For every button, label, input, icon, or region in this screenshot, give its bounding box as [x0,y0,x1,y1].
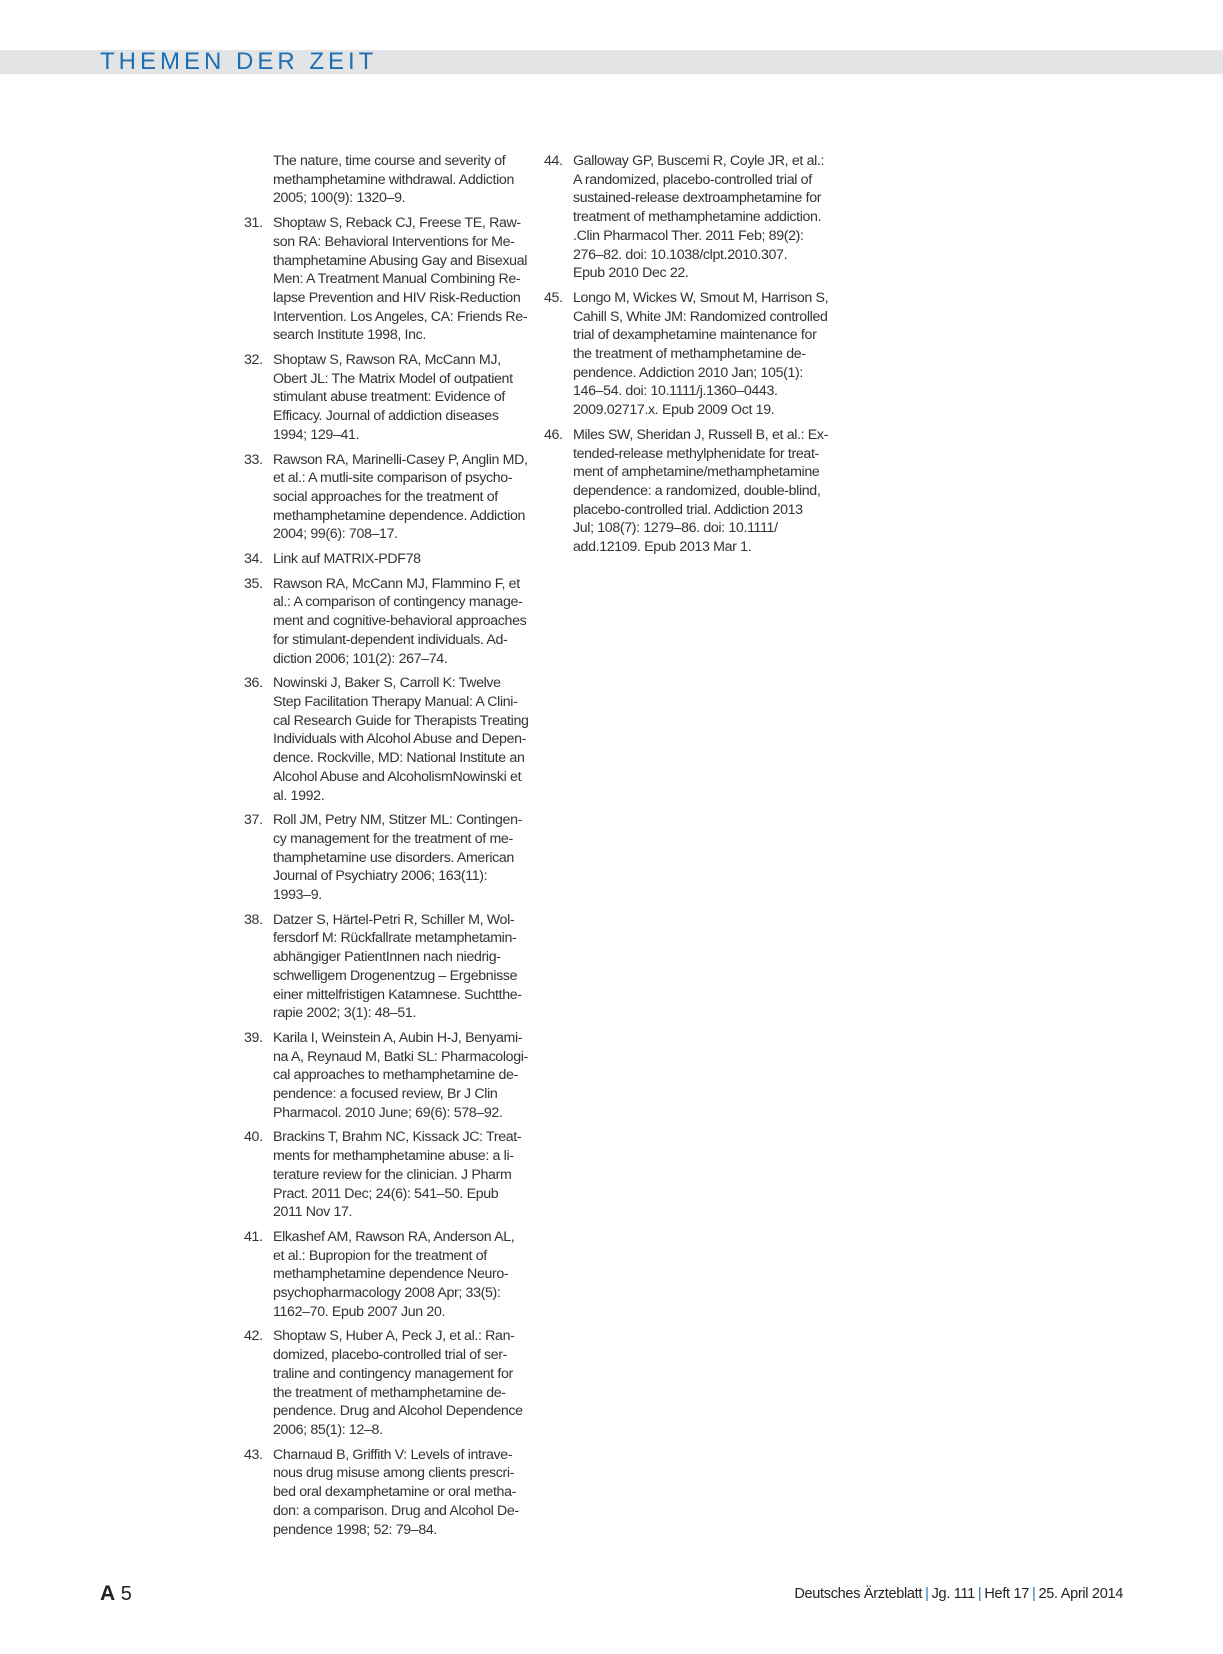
reference-line: Step Facilitation Therapy Manual: A Clini- [273,693,518,710]
reference-line: add.12109. Epub 2013 Mar 1. [573,539,752,556]
reference-number: 37. [244,812,263,829]
reference-item [244,1446,529,1540]
reference-line: son RA: Behavioral Interventions for Me- [273,233,515,250]
reference-text [273,1327,529,1439]
reference-line: bed oral dexamphetamine or oral metha- [273,1484,517,1501]
reference-line: don: a comparison. Drug and Alcohol De- [273,1502,519,1519]
reference-line: search Institute 1998, Inc. [273,327,427,344]
journal-issue: Heft 17 [984,1586,1030,1602]
reference-line: 2005; 100(9): 1320–9. [273,190,406,207]
reference-line: lapse Prevention and HIV Risk-Reduction [273,289,521,306]
reference-line: cy management for the treatment of me- [273,830,513,847]
reference-item [244,351,529,445]
reference-text [273,1228,529,1322]
reference-line: placebo-controlled trial. Addiction 2013 [573,501,803,518]
reference-line: sustained-release dextroamphetamine for [573,190,822,207]
reference-line: Shoptaw S, Reback CJ, Freese TE, Raw- [273,215,521,232]
reference-line: 2009.02717.x. Epub 2009 Oct 19. [573,402,775,419]
reference-line: nous drug misuse among clients prescri- [273,1465,515,1482]
reference-line: 1162–70. Epub 2007 Jun 20. [273,1303,446,1320]
reference-line: 146–54. doi: 10.1111/j.1360–0443. [573,383,778,400]
reference-line: the treatment of methamphetamine de- [273,1384,506,1401]
reference-number: 41. [244,1228,263,1245]
reference-line: pendence. Addiction 2010 Jan; 105(1): [573,364,803,381]
reference-item [244,1327,529,1439]
reference-line: psychopharmacology 2008 Apr; 33(5): [273,1285,501,1302]
reference-line: diction 2006; 101(2): 267–74. [273,650,448,667]
footer-citation [794,1584,1123,1604]
reference-line: pendence 1998; 52: 79–84. [273,1521,438,1538]
reference-number: 45. [544,289,563,306]
reference-line: pendence: a focused review, Br J Clin [273,1086,498,1103]
reference-line: Rawson RA, Marinelli-Casey P, Anglin MD, [273,451,528,468]
reference-item [244,674,529,805]
reference-line: Miles SW, Sheridan J, Russell B, et al.: Ex- [573,426,829,443]
reference-line: A randomized, placebo-controlled trial of [573,171,812,188]
reference-line: 2006; 85(1): 12–8. [273,1422,383,1438]
reference-item [244,451,529,545]
reference-line: ments for methamphetamine abuse: a li- [273,1148,514,1165]
reference-line: ment and cognitive-behavioral approaches [273,613,527,630]
separator: | [1032,1586,1036,1602]
reference-text [273,911,529,1023]
reference-line: Nowinski J, Baker S, Carroll K: Twelve [273,675,501,692]
reference-line: 2011 Nov 17. [273,1204,353,1221]
reference-line: domized, placebo-controlled trial of ser- [273,1347,508,1364]
reference-text [273,351,529,445]
reference-line: Elkashef AM, Rawson RA, Anderson AL, [273,1228,515,1245]
reference-line: 2004; 99(6): 708–17. [273,526,398,543]
reference-text [273,214,529,345]
reference-line: The nature, time course and severity of [273,153,506,169]
reference-line: 276–82. doi: 10.1038/clpt.2010.307. [573,246,788,263]
reference-line: methamphetamine withdrawal. Addiction [273,171,514,188]
reference-number: 38. [244,911,263,928]
reference-text [273,152,529,208]
reference-number: 34. [244,551,263,568]
reference-number: 40. [244,1129,263,1146]
reference-line: Jul; 108(7): 1279–86. doi: 10.1111/ [573,520,778,537]
reference-number: 36. [244,675,263,692]
reference-line: treatment of methamphetamine addiction. [573,209,822,226]
reference-line: einer mittelfristigen Katamnese. Suchtthe- [273,986,522,1003]
reference-item [544,289,834,420]
reference-line: tended-release methylphenidate for treat- [573,445,819,462]
reference-line: Galloway GP, Buscemi R, Coyle JR, et al.: [573,153,825,169]
page-number-value: 5 [120,1583,132,1605]
reference-text [573,426,834,557]
page-number [100,1582,132,1606]
reference-text [273,451,529,545]
reference-item [244,152,529,208]
reference-number: 35. [244,575,263,592]
reference-line: rapie 2002; 3(1): 48–51. [273,1005,417,1022]
reference-line: Shoptaw S, Huber A, Peck J, et al.: Ran- [273,1328,515,1345]
reference-number: 42. [244,1328,263,1345]
reference-item [244,811,529,905]
reference-item [244,575,529,669]
reference-line: cal approaches to methamphetamine de- [273,1067,518,1084]
page-letter: A [100,1582,116,1605]
reference-line: Rawson RA, McCann MJ, Flammino F, et [273,575,520,592]
reference-item [244,911,529,1023]
reference-text [273,1128,529,1222]
reference-line: fersdorf M: Rückfallrate metamphetamin- [273,930,517,947]
reference-line: abhängiger PatientInnen nach niedrig- [273,949,501,966]
reference-number: 46. [544,426,563,443]
reference-line: 1993–9. [273,887,322,904]
reference-line: dence. Rockville, MD: National Institute an [273,750,525,767]
reference-line: methamphetamine dependence Neuro- [273,1266,509,1283]
separator: | [977,1586,982,1602]
reference-line: Alcohol Abuse and AlcoholismNowinski et [273,768,522,785]
reference-number: 39. [244,1029,263,1046]
reference-number: 33. [244,451,263,468]
reference-number: 32. [244,352,263,369]
reference-line: al. 1992. [273,787,325,804]
reference-text [273,811,529,905]
reference-item [244,1128,529,1222]
reference-text [273,550,529,569]
reference-text [573,289,834,420]
reference-line: na A, Reynaud M, Batki SL: Pharmacologi- [273,1048,528,1065]
reference-item [544,426,834,557]
reference-line: the treatment of methamphetamine de- [573,346,806,363]
reference-text [273,1446,529,1540]
reference-line: Individuals with Alcohol Abuse and Depen- [273,731,527,748]
journal-date: 25. April 2014 [1038,1586,1123,1602]
reference-line: Charnaud B, Griffith V: Levels of intrave- [273,1446,513,1463]
reference-item [244,550,529,569]
reference-text [273,1029,529,1123]
reference-line: Longo M, Wickes W, Smout M, Harrison S, [573,289,829,306]
reference-line: Shoptaw S, Rawson RA, McCann MJ, [273,352,501,369]
reference-number: 43. [244,1446,263,1463]
reference-item [244,1228,529,1322]
reference-number: 44. [544,153,563,169]
reference-line: Journal of Psychiatry 2006; 163(11): [273,868,488,885]
reference-line: Karila I, Weinstein A, Aubin H-J, Benyami- [273,1029,523,1046]
reference-line: schwelligem Drogenentzug – Ergebnisse [273,967,518,984]
reference-line: dependence: a randomized, double-blind, [573,482,821,499]
reference-line: al.: A comparison of contingency manage- [273,594,523,611]
reference-number: 31. [244,215,263,232]
journal-name: Deutsches Ärzteblatt [794,1586,923,1602]
reference-line: Pharmacol. 2010 June; 69(6): 578–92. [273,1104,503,1121]
reference-line: thamphetamine Abusing Gay and Bisexual [273,252,528,269]
references-column-left [244,152,529,1545]
reference-line: Link auf MATRIX-PDF78 [273,551,421,568]
reference-line: Efficacy. Journal of addiction diseases [273,408,499,425]
reference-line: Brackins T, Brahm NC, Kissack JC: Treat- [273,1129,522,1146]
reference-text [273,575,529,669]
separator: | [925,1586,929,1602]
reference-line: pendence. Drug and Alcohol Dependence [273,1403,523,1420]
section-title: THEMEN DER ZEIT [100,48,378,75]
reference-line: terature review for the clinician. J Pharm [273,1166,512,1183]
reference-line: social approaches for the treatment of [273,488,498,505]
reference-line: methamphetamine dependence. Addiction [273,507,526,524]
references-column-right [544,152,834,563]
reference-line: thamphetamine use disorders. American [273,849,514,866]
reference-line: et al.: Bupropion for the treatment of [273,1247,487,1264]
reference-text [273,674,529,805]
reference-item [244,1029,529,1123]
reference-line: ment of amphetamine/methamphetamine [573,464,820,481]
journal-volume: Jg. 111 [931,1586,975,1602]
reference-line: .Clin Pharmacol Ther. 2011 Feb; 89(2): [573,227,804,244]
reference-line: Men: A Treatment Manual Combining Re- [273,271,521,288]
reference-line: traline and contingency management for [273,1365,513,1382]
reference-text [573,152,834,283]
reference-line: Pract. 2011 Dec; 24(6): 541–50. Epub [273,1185,499,1202]
reference-item [244,214,529,345]
reference-item [544,152,834,283]
reference-line: Epub 2010 Dec 22. [573,265,689,282]
reference-line: stimulant abuse treatment: Evidence of [273,389,505,406]
reference-line: Roll JM, Petry NM, Stitzer ML: Contingen- [273,812,522,829]
reference-line: Intervention. Los Angeles, CA: Friends Re- [273,308,528,325]
reference-line: et al.: A mutli-site comparison of psycho- [273,470,513,487]
reference-line: Datzer S, Härtel-Petri R, Schiller M, Wol- [273,911,515,928]
reference-line: Cahill S, White JM: Randomized controlled [573,308,828,325]
reference-line: 1994; 129–41. [273,426,360,443]
reference-line: trial of dexamphetamine maintenance for [573,327,817,344]
reference-line: for stimulant-dependent individuals. Ad- [273,631,508,648]
reference-line: cal Research Guide for Therapists Treating [273,712,529,729]
reference-line: Obert JL: The Matrix Model of outpatient [273,370,513,387]
